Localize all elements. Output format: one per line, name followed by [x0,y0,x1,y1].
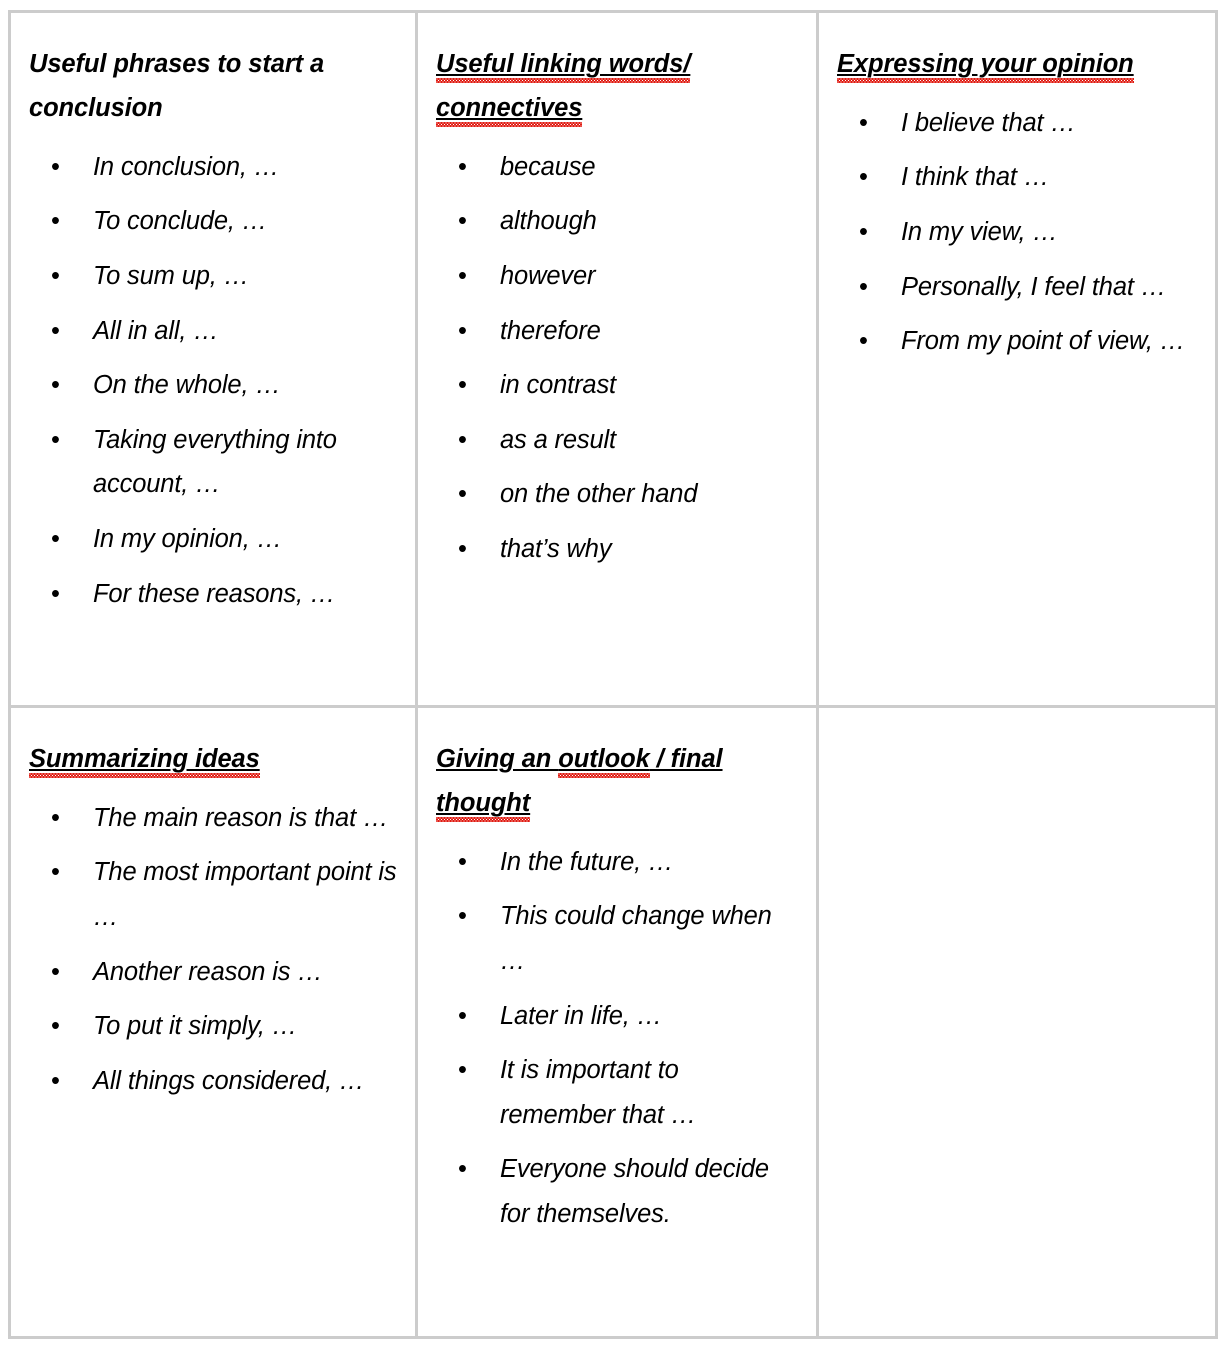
list-item-label: because [500,152,596,181]
list-item-label: In conclusion, … [93,152,280,181]
cell-title-expressing-opinion-text: Expressing your opinion [837,50,1134,83]
cell-summarizing-ideas [10,707,417,1338]
bullet-icon: • [458,480,467,509]
cell-title-giving-outlook-part3: / final [649,745,723,773]
table-row [10,12,1217,707]
list-item-label: In my opinion, … [93,525,282,554]
list-item-label: All things considered, … [93,1066,365,1095]
bullet-icon: • [51,858,60,887]
bullet-icon: • [458,152,467,181]
cell-title-conclusion-starters: Useful phrases to start a conclusion [29,50,325,122]
list-item [29,363,397,408]
bullet-icon: • [458,207,467,236]
cell-title-linking-words-line2: connectives [436,94,582,127]
list-item-label: To put it simply, … [93,1012,298,1041]
list-item [436,1147,798,1236]
bullet-icon: • [859,218,868,247]
list-item [436,254,798,299]
bullet-icon: • [51,152,60,181]
list-item [29,517,397,562]
bullet-icon: • [458,316,467,345]
cell-title-summarizing-ideas-text: Summarizing ideas [29,745,260,778]
list-item-label: The most important point is … [93,858,397,932]
bullet-icon: • [458,535,467,564]
cell-title-summarizing-ideas [29,738,397,782]
bullet-icon: • [859,163,868,192]
list-item [29,199,397,244]
list-item-label: From my point of view, … [901,327,1186,356]
list-expressing-opinion [837,101,1197,364]
bullet-icon: • [859,108,868,137]
bullet-icon: • [51,371,60,400]
list-item-label: as a result [500,425,616,454]
cell-title-giving-outlook [436,738,798,826]
list-item [436,1048,798,1137]
list-item-label: The main reason is that … [93,803,389,832]
list-item [837,265,1197,310]
list-summarizing-ideas [29,796,397,1104]
bullet-icon: • [458,371,467,400]
list-item [29,1059,397,1104]
list-item-label: On the whole, … [93,371,281,400]
list-linking-words [436,145,798,572]
bullet-icon: • [51,1066,60,1095]
cell-linking-words [417,12,818,707]
bullet-icon: • [51,261,60,290]
list-item [29,1004,397,1049]
list-giving-outlook [436,840,798,1237]
cell-giving-outlook [417,707,818,1338]
list-item [436,418,798,463]
list-item-label: however [500,261,596,290]
list-item-label: Taking everything into account, … [93,425,337,499]
bullet-icon: • [859,327,868,356]
bullet-icon: • [859,272,868,301]
list-item-label: Later in life, … [500,1001,663,1030]
bullet-icon: • [458,425,467,454]
list-item-label: This could change when … [500,902,772,975]
list-item [436,840,798,885]
bullet-icon: • [51,957,60,986]
list-item-label: therefore [500,316,601,345]
list-item-label: For these reasons, … [93,579,336,608]
list-item [29,796,397,841]
list-item-label: Everyone should decide for themselves. [500,1155,769,1229]
list-item-label: I believe that … [901,108,1076,137]
list-item-label: in contrast [500,371,616,400]
list-item-label: In my view, … [901,218,1058,247]
table-row [10,707,1217,1338]
list-conclusion-starters [29,145,397,617]
list-item [29,850,397,939]
cell-empty [818,707,1217,1338]
list-item [436,309,798,354]
list-item [436,994,798,1039]
list-item-label: In the future, … [500,847,674,876]
cell-conclusion-starters [10,12,417,707]
bullet-icon: • [51,525,60,554]
list-item [29,309,397,354]
bullet-icon: • [458,1155,467,1184]
list-item [436,894,798,983]
list-item-label: I think that … [901,163,1050,192]
cell-title-expressing-opinion [837,43,1197,87]
bullet-icon: • [458,1056,467,1085]
list-item-label: All in all, … [93,316,219,345]
bullet-icon: • [51,579,60,608]
bullet-icon: • [51,207,60,236]
cell-expressing-opinion [818,12,1217,707]
cell-title-giving-outlook-part4: thought [436,789,530,822]
list-item [837,155,1197,200]
list-item-label: To sum up, … [93,261,249,290]
list-item [837,210,1197,255]
bullet-icon: • [51,803,60,832]
list-item [436,472,798,517]
bullet-icon: • [458,847,467,876]
list-item [436,527,798,572]
bullet-icon: • [458,261,467,290]
list-item [436,199,798,244]
list-item-label: Personally, I feel that … [901,272,1167,301]
list-item-label: It is important to remember that … [500,1056,697,1129]
list-item [837,101,1197,146]
list-item-label: on the other hand [500,480,698,509]
bullet-icon: • [51,316,60,345]
bullet-icon: • [458,1001,467,1030]
phrase-bank-table [8,10,1218,1339]
list-item [29,572,397,617]
list-item-label: that’s why [500,535,612,564]
list-item [29,418,397,507]
cell-title-giving-outlook-part2: outlook [558,745,649,778]
list-item [29,145,397,190]
list-item [436,363,798,408]
list-item [837,319,1197,364]
list-item [29,950,397,995]
bullet-icon: • [51,425,60,454]
bullet-icon: • [51,1012,60,1041]
list-item [29,254,397,299]
list-item-label: Another reason is … [93,957,323,986]
cell-title-giving-outlook-part1: Giving an [436,745,559,773]
list-item-label: although [500,207,597,236]
cell-title-linking-words [436,43,798,131]
bullet-icon: • [458,902,467,931]
cell-title-linking-words-line1: Useful linking words/ [436,50,690,83]
list-item-label: To conclude, … [93,207,268,236]
list-item [436,145,798,190]
